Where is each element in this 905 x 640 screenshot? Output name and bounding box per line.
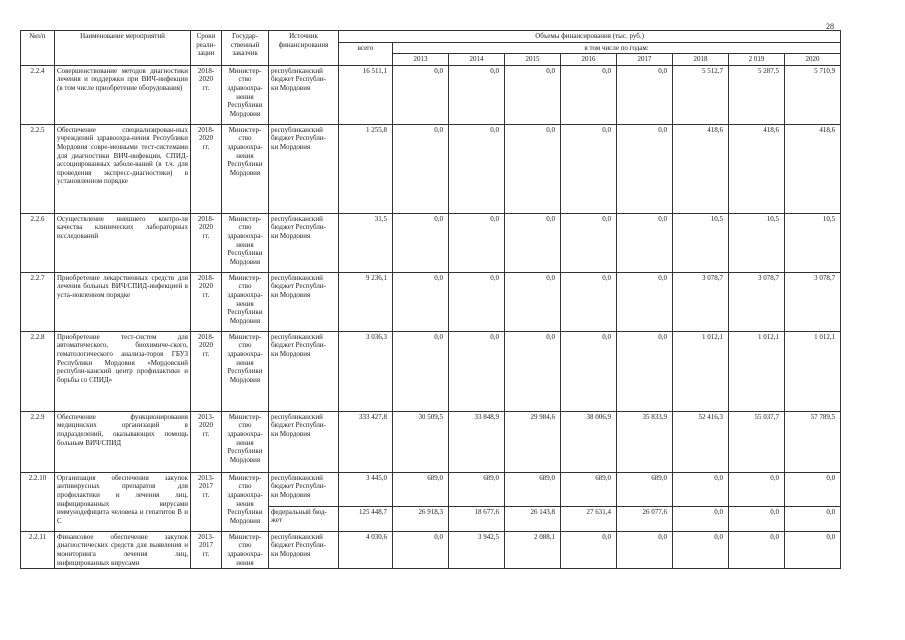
row-year-value: 0,0 xyxy=(505,65,561,124)
row-customer: Министер- ство здравоохра- нения Республики Мордовия xyxy=(222,272,269,331)
row-year-value: 3 078,7 xyxy=(785,272,841,331)
row-term: 2013- 2017 гг. xyxy=(191,531,222,568)
row-year-value: 418,6 xyxy=(785,124,841,213)
row-year-value: 27 631,4 xyxy=(561,506,617,531)
financing-table xyxy=(20,30,841,569)
header-year: 2017 xyxy=(617,54,673,66)
row-term: 2018- 2020 гг. xyxy=(191,213,222,272)
row-year-value: 2 088,1 xyxy=(505,531,561,568)
row-name: Организация обеспечения закупок антивирусных препаратов для профилактики и лечения лиц, инфицированных вирусами иммунодефицита человека и гепатитов В и С xyxy=(55,472,191,531)
row-year-value: 0,0 xyxy=(617,65,673,124)
row-year-value: 0,0 xyxy=(729,531,785,568)
table-row xyxy=(21,411,841,472)
row-name: Совершенствование методов диагностики лечения и поддержки при ВИЧ-инфекции (в том числе приобретение оборудования) xyxy=(55,65,191,124)
row-source: республиканский бюджет Республи- ки Мордовия xyxy=(269,411,339,472)
row-year-value: 10,5 xyxy=(729,213,785,272)
row-year-value: 0,0 xyxy=(785,506,841,531)
row-total: 1 255,8 xyxy=(339,124,393,213)
row-year-value: 0,0 xyxy=(561,531,617,568)
row-source: республиканский бюджет Республи- ки Мордовия xyxy=(269,472,339,506)
row-source: республиканский бюджет Республи- ки Мордовия xyxy=(269,124,339,213)
row-total: 3 036,3 xyxy=(339,331,393,411)
header-year: 2020 xyxy=(785,54,841,66)
row-year-value: 26 077,6 xyxy=(617,506,673,531)
row-year-value: 26 143,8 xyxy=(505,506,561,531)
table-row xyxy=(21,213,841,272)
header-year: 2016 xyxy=(561,54,617,66)
row-num: 2.2.9 xyxy=(21,411,55,472)
header-customer: Государ- ственный заказчик xyxy=(222,31,269,66)
table-row xyxy=(21,472,841,506)
header-term: Сроки реали- зации xyxy=(191,31,222,66)
row-year-value: 1 012,1 xyxy=(785,331,841,411)
row-year-value: 0,0 xyxy=(393,531,449,568)
row-name: Осуществление внешнего контро-ля качества клинических лабораторных исследований xyxy=(55,213,191,272)
row-year-value: 5 287,5 xyxy=(729,65,785,124)
row-year-value: 0,0 xyxy=(617,124,673,213)
page-number: 28 xyxy=(826,22,834,31)
row-year-value: 0,0 xyxy=(617,272,673,331)
row-year-value: 0,0 xyxy=(561,124,617,213)
row-year-value: 0,0 xyxy=(561,272,617,331)
row-year-value: 689,0 xyxy=(449,472,505,506)
row-year-value: 3 942,5 xyxy=(449,531,505,568)
row-year-value: 35 833,9 xyxy=(617,411,673,472)
row-term: 2018- 2020 гг. xyxy=(191,331,222,411)
row-year-value: 0,0 xyxy=(449,213,505,272)
row-name: Обеспечение функционирования медицинских организаций в подразделений, оказывающих помощь больным ВИЧ/СПИД xyxy=(55,411,191,472)
row-customer: Министер- ство здравоохра- нения xyxy=(222,531,269,568)
row-year-value: 3 078,7 xyxy=(673,272,729,331)
table-row xyxy=(21,531,841,568)
row-total: 125 448,7 xyxy=(339,506,393,531)
row-year-value: 0,0 xyxy=(393,65,449,124)
row-name: Обеспечение специализирован-ных учреждений здравоохра-нения Республики Мордовия совре-менными тест-системами для диагностики ВИЧ-инфекции, СПИД-ассоциированных заболе-ваний (в т.ч. для проведения экспресс-диагностики) в установленном порядке xyxy=(55,124,191,213)
row-year-value: 18 677,6 xyxy=(449,506,505,531)
row-year-value: 38 006,9 xyxy=(561,411,617,472)
row-year-value: 0,0 xyxy=(729,506,785,531)
row-year-value: 1 012,1 xyxy=(673,331,729,411)
row-name: Приобретение лекарственных средств для лечения больных ВИЧ/СПИД-инфекцией в уста-новленном порядке xyxy=(55,272,191,331)
row-year-value: 5 710,9 xyxy=(785,65,841,124)
header-year: 2015 xyxy=(505,54,561,66)
table-row xyxy=(21,331,841,411)
row-num: 2.2.6 xyxy=(21,213,55,272)
row-year-value: 10,5 xyxy=(785,213,841,272)
row-year-value: 0,0 xyxy=(393,331,449,411)
row-year-value: 57 789,5 xyxy=(785,411,841,472)
row-source: республиканский бюджет Республи- ки Мордовия xyxy=(269,331,339,411)
header-including: в том числе по годам: xyxy=(393,42,841,54)
row-year-value: 0,0 xyxy=(393,124,449,213)
row-customer: Министер- ство здравоохра- нения Республики Мордовия xyxy=(222,411,269,472)
row-year-value: 0,0 xyxy=(393,272,449,331)
row-num: 2.2.8 xyxy=(21,331,55,411)
row-year-value: 418,6 xyxy=(729,124,785,213)
table-row xyxy=(21,124,841,213)
row-term: 2018- 2020 гг. xyxy=(191,65,222,124)
row-year-value: 689,0 xyxy=(561,472,617,506)
row-source: республиканский бюджет Республи- ки Мордовия xyxy=(269,213,339,272)
header-year: 2 019 xyxy=(729,54,785,66)
row-num: 2.2.4 xyxy=(21,65,55,124)
row-customer: Министер- ство здравоохра- нения Республики Мордовия xyxy=(222,124,269,213)
row-customer: Министер- ство здравоохра- нения Республики Мордовия xyxy=(222,65,269,124)
row-total: 16 511,1 xyxy=(339,65,393,124)
row-year-value: 0,0 xyxy=(449,331,505,411)
row-customer: Министер- ство здравоохра- нения Республики Мордовия xyxy=(222,472,269,531)
table-row xyxy=(21,272,841,331)
row-year-value: 33 848,9 xyxy=(449,411,505,472)
row-num: 2.2.11 xyxy=(21,531,55,568)
row-year-value: 26 918,3 xyxy=(393,506,449,531)
row-total: 9 236,1 xyxy=(339,272,393,331)
row-total: 31,5 xyxy=(339,213,393,272)
header-year: 2018 xyxy=(673,54,729,66)
row-year-value: 0,0 xyxy=(505,124,561,213)
row-year-value: 30 509,5 xyxy=(393,411,449,472)
row-year-value: 0,0 xyxy=(729,472,785,506)
row-year-value: 55 037,7 xyxy=(729,411,785,472)
row-year-value: 29 984,6 xyxy=(505,411,561,472)
row-year-value: 689,0 xyxy=(617,472,673,506)
row-num: 2.2.10 xyxy=(21,472,55,531)
header-name: Наименование мероприятий xyxy=(55,31,191,66)
row-year-value: 0,0 xyxy=(449,124,505,213)
row-year-value: 0,0 xyxy=(561,331,617,411)
row-year-value: 10,5 xyxy=(673,213,729,272)
header-num: №п/п xyxy=(21,31,55,66)
row-source: республиканский бюджет Республи- ки Мордовия xyxy=(269,65,339,124)
row-term: 2013- 2020 гг. xyxy=(191,411,222,472)
row-term: 2013- 2017 гг. xyxy=(191,472,222,531)
row-num: 2.2.5 xyxy=(21,124,55,213)
header-volumes: Объемы финансирования (тыс. руб.) xyxy=(339,31,841,43)
row-source: республиканский бюджет Республи- ки Мордовия xyxy=(269,531,339,568)
row-customer: Министер- ство здравоохра- нения Республики Мордовия xyxy=(222,213,269,272)
header-total: всего xyxy=(339,42,393,65)
row-num: 2.2.7 xyxy=(21,272,55,331)
row-year-value: 0,0 xyxy=(617,213,673,272)
row-year-value: 0,0 xyxy=(617,331,673,411)
row-term: 2018- 2020 гг. xyxy=(191,124,222,213)
row-total: 3 445,0 xyxy=(339,472,393,506)
row-year-value: 0,0 xyxy=(505,331,561,411)
row-year-value: 0,0 xyxy=(505,272,561,331)
row-source: федеральный бюд- жет xyxy=(269,506,339,531)
table-row xyxy=(21,65,841,124)
row-year-value: 0,0 xyxy=(561,65,617,124)
row-year-value: 0,0 xyxy=(617,531,673,568)
row-name: Финансовое обеспечение закупок диагностических средств для выявления и мониторинга лечения лиц, инфицированных вирусами xyxy=(55,531,191,568)
row-year-value: 0,0 xyxy=(449,65,505,124)
row-year-value: 0,0 xyxy=(673,472,729,506)
row-year-value: 689,0 xyxy=(505,472,561,506)
row-year-value: 1 012,1 xyxy=(729,331,785,411)
row-total: 333 427,8 xyxy=(339,411,393,472)
row-year-value: 689,0 xyxy=(393,472,449,506)
row-year-value: 0,0 xyxy=(785,472,841,506)
row-year-value: 52 416,3 xyxy=(673,411,729,472)
row-year-value: 3 078,7 xyxy=(729,272,785,331)
row-source: республиканский бюджет Республи- ки Мордовия xyxy=(269,272,339,331)
row-total: 4 030,6 xyxy=(339,531,393,568)
header-year: 2013 xyxy=(393,54,449,66)
row-year-value: 0,0 xyxy=(393,213,449,272)
row-year-value: 418,6 xyxy=(673,124,729,213)
header-source: Источник финансирования xyxy=(269,31,339,66)
row-year-value: 0,0 xyxy=(449,272,505,331)
row-year-value: 0,0 xyxy=(673,506,729,531)
row-year-value: 0,0 xyxy=(673,531,729,568)
row-term: 2018- 2020 гг. xyxy=(191,272,222,331)
row-year-value: 0,0 xyxy=(785,531,841,568)
row-year-value: 0,0 xyxy=(505,213,561,272)
row-year-value: 5 512,7 xyxy=(673,65,729,124)
row-customer: Министер- ство здравоохра- нения Республики Мордовия xyxy=(222,331,269,411)
header-year: 2014 xyxy=(449,54,505,66)
row-name: Приобретение тест-систем для автоматического, биохимиче-ского, гематологического анализа-торов ГБУЗ Республики Мордовия «Мордовский республи-канский центр профилактики и борьбы со СПИД» xyxy=(55,331,191,411)
row-year-value: 0,0 xyxy=(561,213,617,272)
